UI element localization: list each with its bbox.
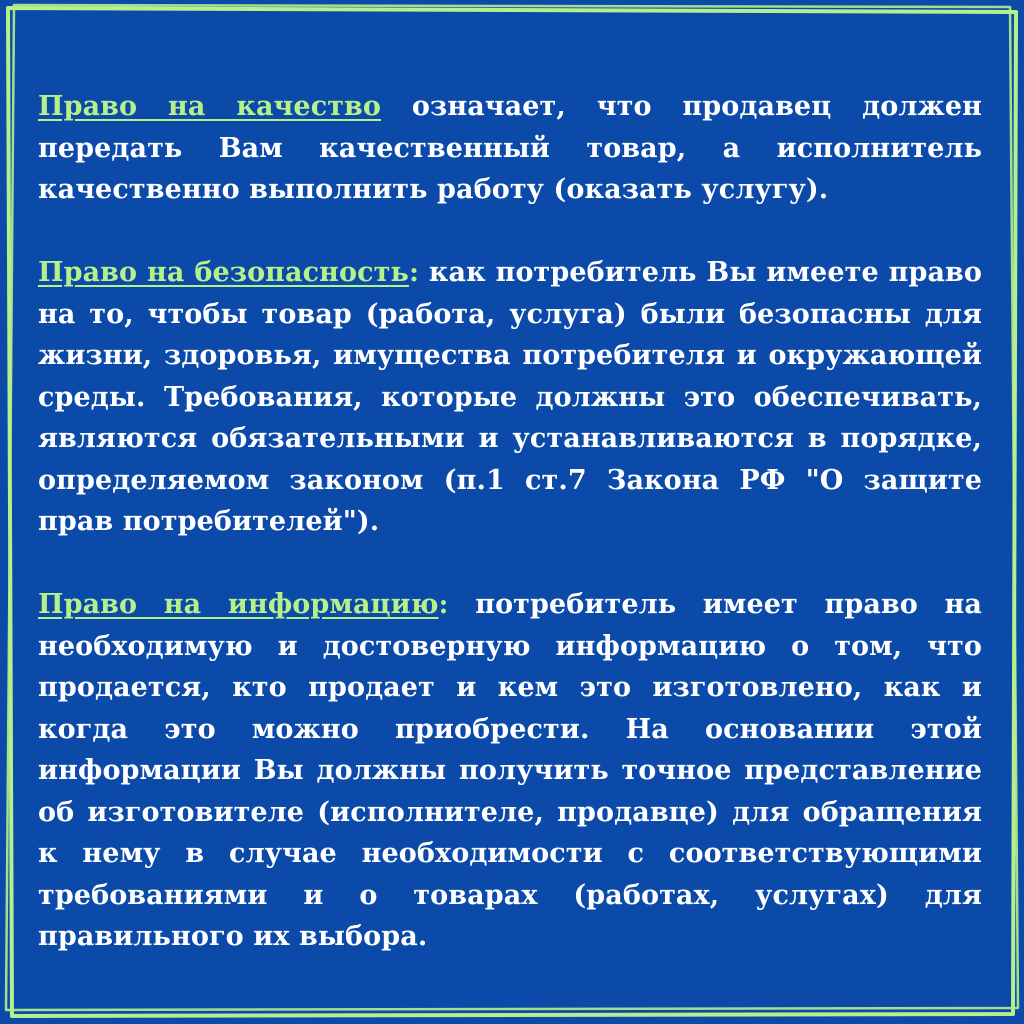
term-quality-right: Право на качество xyxy=(38,91,382,122)
paragraph-information-right xyxy=(38,584,982,958)
term-safety-right: Право на безопасность xyxy=(38,257,409,288)
term-separator: : xyxy=(438,589,449,620)
paragraph-text: как потребитель Вы имеете право на то, чтобы товар (работа, услуга) были безопасны для жизни, здоровья, имущества потребителя и окружающей среды. Требования, которые должны это обеспечивать, являются обязательными и устанавливаются в порядке, определяемом законом (п.1 ст.7 Закона РФ "О защите прав потребителей"). xyxy=(38,257,983,537)
paragraph-text: означает, что продавец должен передать Вам качественный товар, а исполнитель качественно выполнить работу (оказать услугу). xyxy=(38,91,982,205)
paragraph-quality-right xyxy=(38,86,982,211)
paragraph-text: потребитель имеет право на необходимую и достоверную информацию о том, что продается, кто продает и кем это изготовлено, как и когда это можно приобрести. На основании этой информации Вы должны получить точное представление об изготовителе (исполнителе, продавце) для обращения к нему в случае необходимости с соответствующими требованиями и о товарах (работах, услугах) для правильного их выбора. xyxy=(38,589,982,952)
rights-text-block xyxy=(38,86,982,999)
paragraph-safety-right xyxy=(38,252,982,543)
term-information-right: Право на информацию xyxy=(38,589,439,620)
term-separator: : xyxy=(408,257,420,288)
